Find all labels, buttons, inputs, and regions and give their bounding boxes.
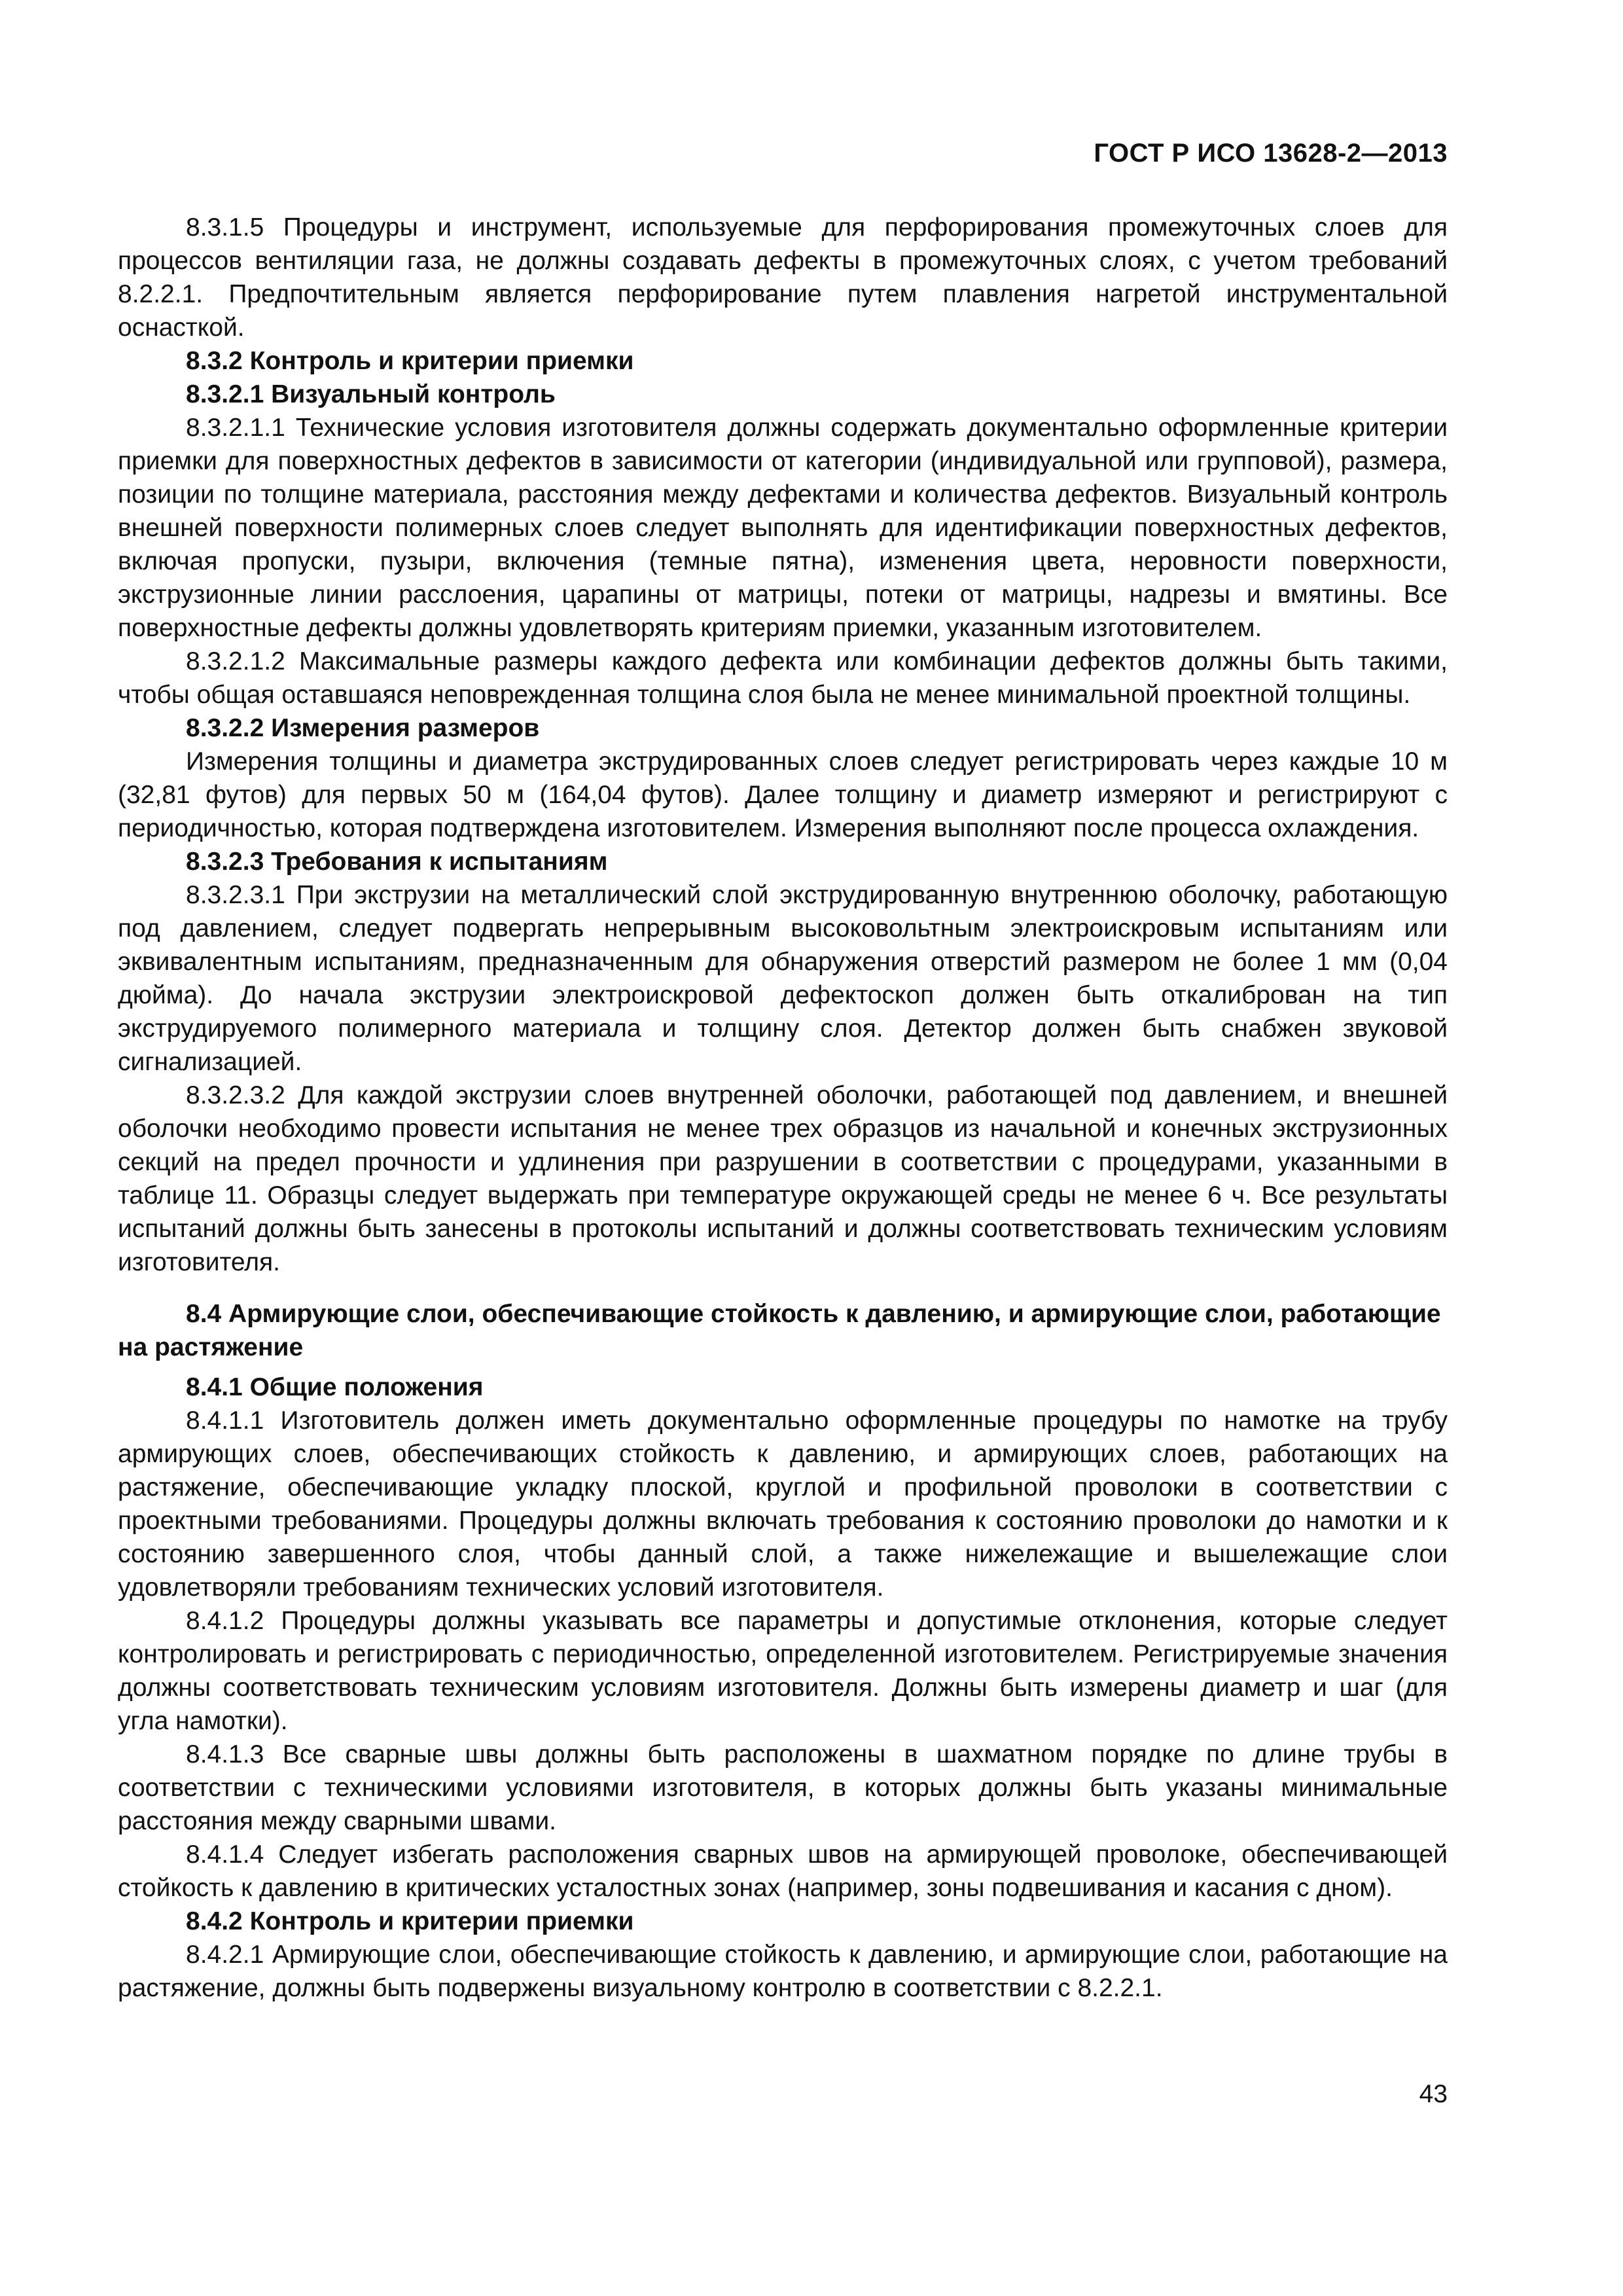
- document-body: [118, 211, 1448, 2005]
- heading-8-3-2-1: 8.3.2.1 Визуальный контроль: [186, 380, 556, 408]
- heading-8-3-2-3: 8.3.2.3 Требования к испытаниям: [186, 848, 608, 876]
- standard-code-header: ГОСТ Р ИСО 13628-2—2013: [1094, 139, 1448, 168]
- paragraph-8-3-2-2: Измерения толщины и диаметра экструдированных слоев следует регистрировать через каждые 10 м (32,81 футов) для первых 50 м (164,04 футов). Далее толщину и диаметр измеряют и регистрируют с периодичностью, которая подтверждена изготовителем. Измерения выполняют после процесса охлаждения.: [118, 747, 1448, 842]
- paragraph-8-3-2-3-2: 8.3.2.3.2 Для каждой экструзии слоев внутренней оболочки, работающей под давлением, и внешней оболочки необходимо провести испытания не менее трех образцов из начальной и конечных экструзионных секций на предел прочности и удлинения при разрушении в соответствии с процедурами, указанными в таблице 11. Образцы следует выдержать при температуре окружающей среды не менее 6 ч. Все результаты испытаний должны быть занесены в протоколы испытаний и должны соответствовать техническим условиям изготовителя.: [118, 1081, 1448, 1276]
- heading-8-4-1: 8.4.1 Общие положения: [186, 1373, 484, 1401]
- heading-8-3-2-2: 8.3.2.2 Измерения размеров: [186, 714, 540, 742]
- heading-8-3-2: 8.3.2 Контроль и критерии приемки: [186, 347, 634, 375]
- paragraph-8-3-2-3-1: 8.3.2.3.1 При экструзии на металлический слой экструдированную внутреннюю оболочку, работающую под давлением, следует подвергать непрерывным высоковольтным электроискровым испытаниям или эквивалентным испытаниям, предназначенным для обнаружения отверстий размером не более 1 мм (0,04 дюйма). До начала экструзии электроискровой дефектоскоп должен быть откалиброван на тип экструдируемого полимерного материала и толщину слоя. Детектор должен быть снабжен звуковой сигнализацией.: [118, 881, 1448, 1076]
- paragraph-8-4-1-3: 8.4.1.3 Все сварные швы должны быть расположены в шахматном порядке по длине трубы в соответствии с техническими условиями изготовителя, в которых должны быть указаны минимальные расстояния между сварными швами.: [118, 1740, 1448, 1835]
- paragraph-8-4-1-2: 8.4.1.2 Процедуры должны указывать все параметры и допустимые отклонения, которые следует контролировать и регистрировать с периодичностью, определенной изготовителем. Регистрируемые значения должны соответствовать техническим условиям изготовителя. Должны быть измерены диаметр и шаг (для угла намотки).: [118, 1607, 1448, 1735]
- heading-8-4-2: 8.4.2 Контроль и критерии приемки: [186, 1907, 634, 1935]
- paragraph-8-4-1-1: 8.4.1.1 Изготовитель должен иметь документально оформленные процедуры по намотке на трубу армирующих слоев, обеспечивающих стойкость к давлению, и армирующих слоев, работающих на растяжение, обеспечивающие укладку плоской, круглой и профильной проволоки в соответствии с проектными требованиями. Процедуры должны включать требования к состоянию проволоки до намотки и к состоянию завершенного слоя, чтобы данный слой, а также нижележащие и вышележащие слои удовлетворяли требованиям технических условий изготовителя.: [118, 1407, 1448, 1602]
- page-number: 43: [1419, 2080, 1448, 2108]
- paragraph-8-4-2-1: 8.4.2.1 Армирующие слои, обеспечивающие стойкость к давлению, и армирующие слои, работающие на растяжение, должны быть подвержены визуальному контролю в соответствии с 8.2.2.1.: [118, 1941, 1448, 2002]
- paragraph-8-4-1-4: 8.4.1.4 Следует избегать расположения сварных швов на армирующей проволоке, обеспечивающей стойкость к давлению в критических усталостных зонах (например, зоны подвешивания и касания с дном).: [118, 1840, 1448, 1902]
- paragraph-8-3-1-5: 8.3.1.5 Процедуры и инструмент, используемые для перфорирования промежуточных слоев для процессов вентиляции газа, не должны создавать дефекты в промежуточных слоях, с учетом требований 8.2.2.1. Предпочтительным является перфорирование путем плавления нагретой инструментальной оснасткой.: [118, 213, 1448, 342]
- paragraph-8-3-2-1-2: 8.3.2.1.2 Максимальные размеры каждого дефекта или комбинации дефектов должны быть такими, чтобы общая оставшаяся неповрежденная толщина слоя была не менее минимальной проектной толщины.: [118, 647, 1448, 709]
- paragraph-8-3-2-1-1: 8.3.2.1.1 Технические условия изготовителя должны содержать документально оформленные критерии приемки для поверхностных дефектов в зависимости от категории (индивидуальной или групповой), размера, позиции по толщине материала, расстояния между дефектами и количества дефектов. Визуальный контроль внешней поверхности полимерных слоев следует выполнять для идентификации поверхностных дефектов, включая пропуски, пузыри, включения (темные пятна), изменения цвета, неровности поверхности, экструзионные линии расслоения, царапины от матрицы, потеки от матрицы, надрезы и вмятины. Все поверхностные дефекты должны удовлетворять критериям приемки, указанным изготовителем.: [118, 414, 1448, 642]
- heading-8-4: 8.4 Армирующие слои, обеспечивающие стойкость к давлению, и армирующие слои, работающие на растяжение: [118, 1300, 1441, 1361]
